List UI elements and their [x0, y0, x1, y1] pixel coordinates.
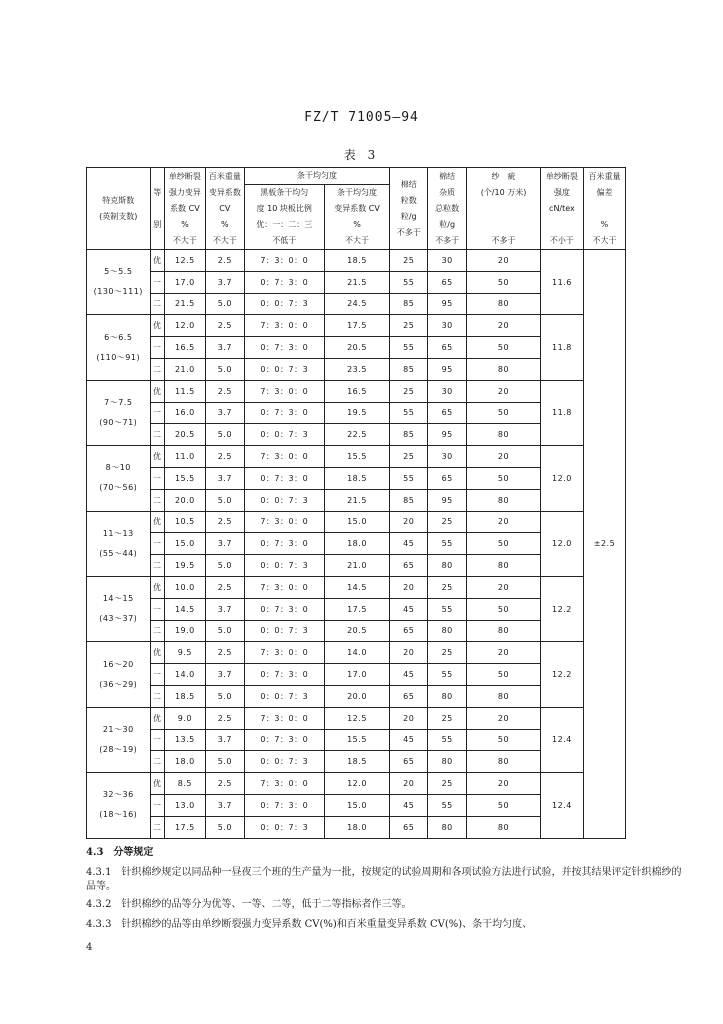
grade-cell: 一: [150, 598, 164, 620]
strength-cell: 12.4: [540, 773, 583, 838]
weight-cv-cell: 5.0: [205, 489, 244, 511]
blackboard-ratio-cell: 0：0：7：3: [244, 293, 324, 315]
breaking-cv-cell: 9.0: [164, 707, 205, 729]
neps-cell: 25: [390, 315, 428, 337]
spec-tex: 7～7.5: [104, 397, 133, 407]
neps-impurity-cell: 65: [428, 402, 467, 424]
weight-cv-cell: 5.0: [205, 751, 244, 773]
neps-impurity-cell: 65: [428, 337, 467, 359]
strength-cell: 12.2: [540, 642, 583, 707]
neps-impurity-cell: 80: [428, 816, 467, 838]
neps-impurity-cell: 25: [428, 642, 467, 664]
blackboard-ratio-cell: 7：3：0：0: [244, 707, 324, 729]
neps-cell: 65: [390, 751, 428, 773]
defects-cell: 80: [467, 555, 541, 577]
evenness-cv-cell: 16.5: [324, 380, 390, 402]
blackboard-ratio-cell: 7：3：0：0: [244, 642, 324, 664]
table-row: [87, 446, 626, 468]
grade-cell: 优: [150, 511, 164, 533]
defects-cell: 80: [467, 358, 541, 380]
blackboard-ratio-cell: 0：0：7：3: [244, 620, 324, 642]
weight-cv-cell: 3.7: [205, 271, 244, 293]
weight-cv-cell: 3.7: [205, 533, 244, 555]
neps-impurity-cell: 30: [428, 315, 467, 337]
blackboard-ratio-cell: 0：7：3：0: [244, 533, 324, 555]
neps-impurity-cell: 25: [428, 576, 467, 598]
breaking-cv-cell: 19.5: [164, 555, 205, 577]
neps-cell: 25: [390, 380, 428, 402]
spec-tex: 5～5.5: [104, 267, 133, 277]
weight-cv-cell: 2.5: [205, 576, 244, 598]
grade-cell: 优: [150, 446, 164, 468]
defects-cell: 50: [467, 337, 541, 359]
grade-cell: 优: [150, 576, 164, 598]
breaking-cv-cell: 16.5: [164, 337, 205, 359]
neps-cell: 25: [390, 250, 428, 272]
strength-cell: 11.8: [540, 315, 583, 380]
weight-cv-cell: 5.0: [205, 685, 244, 707]
evenness-cv-cell: 15.0: [324, 794, 390, 816]
grade-cell: 二: [150, 489, 164, 511]
spec-cell: [87, 707, 151, 772]
header-breaking-cv: 单纱断裂 强力变异 系数 CV % 不大于: [164, 168, 205, 250]
header-grade: 等 别: [150, 168, 164, 250]
weight-cv-cell: 5.0: [205, 816, 244, 838]
strength-cell: 11.8: [540, 380, 583, 445]
evenness-cv-cell: 21.5: [324, 271, 390, 293]
evenness-cv-cell: 21.0: [324, 555, 390, 577]
blackboard-ratio-cell: 0：7：3：0: [244, 467, 324, 489]
grade-cell: 优: [150, 315, 164, 337]
spec-cell: [87, 773, 151, 838]
neps-cell: 20: [390, 773, 428, 795]
evenness-cv-cell: 12.5: [324, 707, 390, 729]
spec-english: (43～37): [99, 614, 138, 624]
neps-impurity-cell: 55: [428, 533, 467, 555]
weight-cv-cell: 5.0: [205, 424, 244, 446]
defects-cell: 50: [467, 664, 541, 686]
defects-cell: 50: [467, 467, 541, 489]
neps-impurity-cell: 65: [428, 271, 467, 293]
evenness-cv-cell: 21.5: [324, 489, 390, 511]
defects-cell: 80: [467, 816, 541, 838]
evenness-cv-cell: 18.0: [324, 533, 390, 555]
neps-cell: 45: [390, 598, 428, 620]
defects-cell: 20: [467, 576, 541, 598]
neps-cell: 85: [390, 424, 428, 446]
spec-english: (55～44): [99, 548, 138, 558]
weight-cv-cell: 2.5: [205, 446, 244, 468]
spec-english: (36～29): [99, 679, 138, 689]
blackboard-ratio-cell: 7：3：0：0: [244, 446, 324, 468]
evenness-cv-cell: 14.0: [324, 642, 390, 664]
weight-cv-cell: 2.5: [205, 250, 244, 272]
grade-cell: 二: [150, 424, 164, 446]
weight-cv-cell: 5.0: [205, 293, 244, 315]
neps-impurity-cell: 25: [428, 511, 467, 533]
neps-impurity-cell: 55: [428, 794, 467, 816]
table-row: [87, 773, 626, 795]
neps-impurity-cell: 30: [428, 380, 467, 402]
breaking-cv-cell: 14.5: [164, 598, 205, 620]
section-4-3-1: 4.3.1 针织棉纱规定以同品种一昼夜三个班的生产量为一批，按规定的试验周期和各项试验方法进行试验，并按其结果评定针织棉纱的品等。: [86, 867, 682, 892]
blackboard-ratio-cell: 0：0：7：3: [244, 358, 324, 380]
breaking-cv-cell: 8.5: [164, 773, 205, 795]
spec-cell: [87, 642, 151, 707]
breaking-cv-cell: 19.0: [164, 620, 205, 642]
defects-cell: 50: [467, 729, 541, 751]
evenness-cv-cell: 24.5: [324, 293, 390, 315]
table-row: [87, 315, 626, 337]
defects-cell: 20: [467, 446, 541, 468]
defects-cell: 20: [467, 315, 541, 337]
strength-cell: 12.2: [540, 576, 583, 641]
neps-cell: 65: [390, 555, 428, 577]
breaking-cv-cell: 17.5: [164, 816, 205, 838]
header-blackboard: 黑板条干均匀 度 10 块板比例 优：一：二：三 不低于: [244, 185, 324, 250]
header-strength: 单纱断裂 强度 cN/tex 不小于: [540, 168, 583, 250]
spec-tex: 32～36: [102, 790, 134, 800]
grade-cell: 二: [150, 555, 164, 577]
spec-cell: [87, 250, 151, 315]
neps-impurity-cell: 25: [428, 773, 467, 795]
weight-cv-cell: 5.0: [205, 358, 244, 380]
table-row: [87, 250, 626, 272]
grade-table: [86, 167, 626, 839]
grade-cell: 一: [150, 271, 164, 293]
defects-cell: 50: [467, 598, 541, 620]
breaking-cv-cell: 17.0: [164, 271, 205, 293]
grade-cell: 二: [150, 358, 164, 380]
strength-cell: 12.4: [540, 707, 583, 772]
strength-cell: 12.0: [540, 446, 583, 511]
neps-cell: 20: [390, 511, 428, 533]
weight-cv-cell: 3.7: [205, 467, 244, 489]
grade-cell: 优: [150, 250, 164, 272]
grade-cell: 一: [150, 337, 164, 359]
spec-tex: 21～30: [102, 724, 134, 734]
spec-english: (70～56): [99, 483, 138, 493]
breaking-cv-cell: 13.5: [164, 729, 205, 751]
blackboard-ratio-cell: 0：0：7：3: [244, 685, 324, 707]
neps-impurity-cell: 95: [428, 489, 467, 511]
weight-cv-cell: 2.5: [205, 380, 244, 402]
neps-cell: 85: [390, 489, 428, 511]
blackboard-ratio-cell: 0：7：3：0: [244, 337, 324, 359]
weight-deviation-cell: ±2.5: [583, 250, 625, 839]
defects-cell: 20: [467, 511, 541, 533]
spec-english: (28～19): [99, 744, 138, 754]
grade-cell: 二: [150, 751, 164, 773]
evenness-cv-cell: 17.5: [324, 315, 390, 337]
weight-cv-cell: 2.5: [205, 707, 244, 729]
neps-impurity-cell: 30: [428, 446, 467, 468]
spec-tex: 16～20: [102, 659, 134, 669]
neps-cell: 45: [390, 664, 428, 686]
blackboard-ratio-cell: 7：3：0：0: [244, 511, 324, 533]
header-neps: 棉结 粒数 粒/g 不多于: [390, 168, 428, 250]
weight-cv-cell: 3.7: [205, 402, 244, 424]
grade-cell: 一: [150, 467, 164, 489]
defects-cell: 20: [467, 250, 541, 272]
evenness-cv-cell: 12.0: [324, 773, 390, 795]
weight-cv-cell: 5.0: [205, 555, 244, 577]
evenness-cv-cell: 20.5: [324, 337, 390, 359]
neps-impurity-cell: 80: [428, 555, 467, 577]
evenness-cv-cell: 18.0: [324, 816, 390, 838]
neps-cell: 20: [390, 576, 428, 598]
spec-tex: 8～10: [105, 463, 131, 473]
breaking-cv-cell: 12.5: [164, 250, 205, 272]
header-weight-cv: 百米重量 变异系数 CV % 不大于: [205, 168, 244, 250]
defects-cell: 20: [467, 380, 541, 402]
neps-cell: 55: [390, 402, 428, 424]
breaking-cv-cell: 15.0: [164, 533, 205, 555]
evenness-cv-cell: 20.0: [324, 685, 390, 707]
blackboard-ratio-cell: 0：7：3：0: [244, 794, 324, 816]
blackboard-ratio-cell: 0：7：3：0: [244, 664, 324, 686]
weight-cv-cell: 2.5: [205, 773, 244, 795]
grade-cell: 一: [150, 402, 164, 424]
defects-cell: 50: [467, 533, 541, 555]
section-4-3-2: 4.3.2 针织棉纱的品等分为优等、一等、二等，低于二等指标者作三等。: [86, 899, 412, 910]
strength-cell: 12.0: [540, 511, 583, 576]
blackboard-ratio-cell: 0：7：3：0: [244, 402, 324, 424]
blackboard-ratio-cell: 0：0：7：3: [244, 816, 324, 838]
breaking-cv-cell: 21.0: [164, 358, 205, 380]
evenness-cv-cell: 14.5: [324, 576, 390, 598]
header-spec: 特克斯数 (英制支数): [87, 168, 151, 250]
weight-cv-cell: 3.7: [205, 729, 244, 751]
neps-impurity-cell: 55: [428, 729, 467, 751]
neps-cell: 85: [390, 358, 428, 380]
breaking-cv-cell: 16.0: [164, 402, 205, 424]
defects-cell: 80: [467, 685, 541, 707]
neps-cell: 45: [390, 794, 428, 816]
neps-impurity-cell: 55: [428, 598, 467, 620]
neps-cell: 20: [390, 642, 428, 664]
evenness-cv-cell: 19.5: [324, 402, 390, 424]
spec-english: (130～111): [93, 287, 143, 297]
evenness-cv-cell: 22.5: [324, 424, 390, 446]
defects-cell: 80: [467, 620, 541, 642]
breaking-cv-cell: 18.0: [164, 751, 205, 773]
section-4-3-3: 4.3.3 针织棉纱的品等由单纱断裂强力变异系数 CV(%)和百米重量变异系数 CV(%)、条干均匀度、: [86, 919, 533, 930]
neps-impurity-cell: 95: [428, 293, 467, 315]
breaking-cv-cell: 11.5: [164, 380, 205, 402]
blackboard-ratio-cell: 0：0：7：3: [244, 424, 324, 446]
blackboard-ratio-cell: 7：3：0：0: [244, 250, 324, 272]
grade-cell: 二: [150, 620, 164, 642]
neps-impurity-cell: 55: [428, 664, 467, 686]
header-neps-impurity: 棉结 杂质 总粒数 粒/g 不多于: [428, 168, 467, 250]
spec-cell: [87, 315, 151, 380]
grade-cell: 优: [150, 707, 164, 729]
grade-cell: 二: [150, 816, 164, 838]
blackboard-ratio-cell: 0：7：3：0: [244, 271, 324, 293]
weight-cv-cell: 3.7: [205, 664, 244, 686]
defects-cell: 80: [467, 293, 541, 315]
header-evenness-group: 条干均匀度: [244, 168, 390, 185]
weight-cv-cell: 3.7: [205, 794, 244, 816]
defects-cell: 20: [467, 707, 541, 729]
weight-cv-cell: 3.7: [205, 598, 244, 620]
defects-cell: 50: [467, 402, 541, 424]
table-row: [87, 642, 626, 664]
neps-impurity-cell: 30: [428, 250, 467, 272]
table-row: [87, 576, 626, 598]
table-title: 表 3: [343, 148, 380, 162]
defects-cell: 80: [467, 489, 541, 511]
spec-cell: [87, 446, 151, 511]
header-defects: 纱 疵 (个/10 万米) 不多于: [467, 168, 541, 250]
table-row: [87, 511, 626, 533]
breaking-cv-cell: 14.0: [164, 664, 205, 686]
evenness-cv-cell: 23.5: [324, 358, 390, 380]
grade-cell: 二: [150, 293, 164, 315]
neps-cell: 65: [390, 816, 428, 838]
weight-cv-cell: 3.7: [205, 337, 244, 359]
spec-cell: [87, 380, 151, 445]
spec-english: (18～16): [99, 810, 138, 820]
evenness-cv-cell: 15.0: [324, 511, 390, 533]
breaking-cv-cell: 12.0: [164, 315, 205, 337]
defects-cell: 80: [467, 751, 541, 773]
spec-tex: 14～15: [102, 594, 134, 604]
blackboard-ratio-cell: 0：0：7：3: [244, 555, 324, 577]
neps-impurity-cell: 80: [428, 685, 467, 707]
grade-cell: 优: [150, 773, 164, 795]
neps-cell: 55: [390, 271, 428, 293]
breaking-cv-cell: 15.5: [164, 467, 205, 489]
neps-impurity-cell: 95: [428, 358, 467, 380]
blackboard-ratio-cell: 0：7：3：0: [244, 729, 324, 751]
defects-cell: 80: [467, 424, 541, 446]
neps-impurity-cell: 65: [428, 467, 467, 489]
neps-impurity-cell: 95: [428, 424, 467, 446]
page-number: 4: [86, 942, 93, 953]
neps-cell: 20: [390, 707, 428, 729]
defects-cell: 20: [467, 642, 541, 664]
blackboard-ratio-cell: 7：3：0：0: [244, 576, 324, 598]
evenness-cv-cell: 17.0: [324, 664, 390, 686]
breaking-cv-cell: 21.5: [164, 293, 205, 315]
neps-cell: 25: [390, 446, 428, 468]
grade-cell: 一: [150, 533, 164, 555]
grade-cell: 一: [150, 664, 164, 686]
breaking-cv-cell: 18.5: [164, 685, 205, 707]
spec-tex: 6～6.5: [104, 332, 133, 342]
blackboard-ratio-cell: 0：7：3：0: [244, 598, 324, 620]
spec-cell: [87, 576, 151, 641]
weight-cv-cell: 2.5: [205, 511, 244, 533]
grade-cell: 优: [150, 380, 164, 402]
grade-cell: 一: [150, 729, 164, 751]
blackboard-ratio-cell: 7：3：0：0: [244, 315, 324, 337]
header-weight-deviation: 百米重量 偏差 % 不大于: [583, 168, 625, 250]
neps-cell: 45: [390, 533, 428, 555]
neps-impurity-cell: 80: [428, 751, 467, 773]
neps-impurity-cell: 80: [428, 620, 467, 642]
grade-cell: 一: [150, 794, 164, 816]
evenness-cv-cell: 18.5: [324, 751, 390, 773]
table-row: [87, 380, 626, 402]
spec-tex: 11～13: [102, 528, 134, 538]
standard-number: FZ/T 71005—94: [304, 110, 419, 125]
spec-english: (110～91): [96, 352, 141, 362]
blackboard-ratio-cell: 7：3：0：0: [244, 380, 324, 402]
strength-cell: 11.6: [540, 250, 583, 315]
defects-cell: 50: [467, 794, 541, 816]
neps-impurity-cell: 25: [428, 707, 467, 729]
defects-cell: 50: [467, 271, 541, 293]
grade-cell: 优: [150, 642, 164, 664]
breaking-cv-cell: 10.0: [164, 576, 205, 598]
evenness-cv-cell: 15.5: [324, 446, 390, 468]
neps-cell: 55: [390, 337, 428, 359]
neps-cell: 85: [390, 293, 428, 315]
section-4-3-title: 4.3 分等规定: [86, 847, 154, 858]
breaking-cv-cell: 20.5: [164, 424, 205, 446]
evenness-cv-cell: 18.5: [324, 467, 390, 489]
evenness-cv-cell: 15.5: [324, 729, 390, 751]
blackboard-ratio-cell: 7：3：0：0: [244, 773, 324, 795]
weight-cv-cell: 5.0: [205, 620, 244, 642]
spec-english: (90～71): [99, 417, 138, 427]
grade-cell: 二: [150, 685, 164, 707]
blackboard-ratio-cell: 0：0：7：3: [244, 751, 324, 773]
table-row: [87, 707, 626, 729]
weight-cv-cell: 2.5: [205, 315, 244, 337]
evenness-cv-cell: 20.5: [324, 620, 390, 642]
blackboard-ratio-cell: 0：0：7：3: [244, 489, 324, 511]
evenness-cv-cell: 18.5: [324, 250, 390, 272]
neps-cell: 65: [390, 685, 428, 707]
breaking-cv-cell: 20.0: [164, 489, 205, 511]
neps-cell: 55: [390, 467, 428, 489]
neps-cell: 45: [390, 729, 428, 751]
neps-cell: 65: [390, 620, 428, 642]
header-evenness-cv: 条干均匀度 变异系数 CV % 不大于: [324, 185, 390, 250]
breaking-cv-cell: 10.5: [164, 511, 205, 533]
breaking-cv-cell: 9.5: [164, 642, 205, 664]
weight-cv-cell: 2.5: [205, 642, 244, 664]
evenness-cv-cell: 17.5: [324, 598, 390, 620]
defects-cell: 20: [467, 773, 541, 795]
breaking-cv-cell: 13.0: [164, 794, 205, 816]
grade-table-body: [87, 250, 626, 839]
header-row-1: [87, 168, 626, 185]
spec-cell: [87, 511, 151, 576]
breaking-cv-cell: 11.0: [164, 446, 205, 468]
